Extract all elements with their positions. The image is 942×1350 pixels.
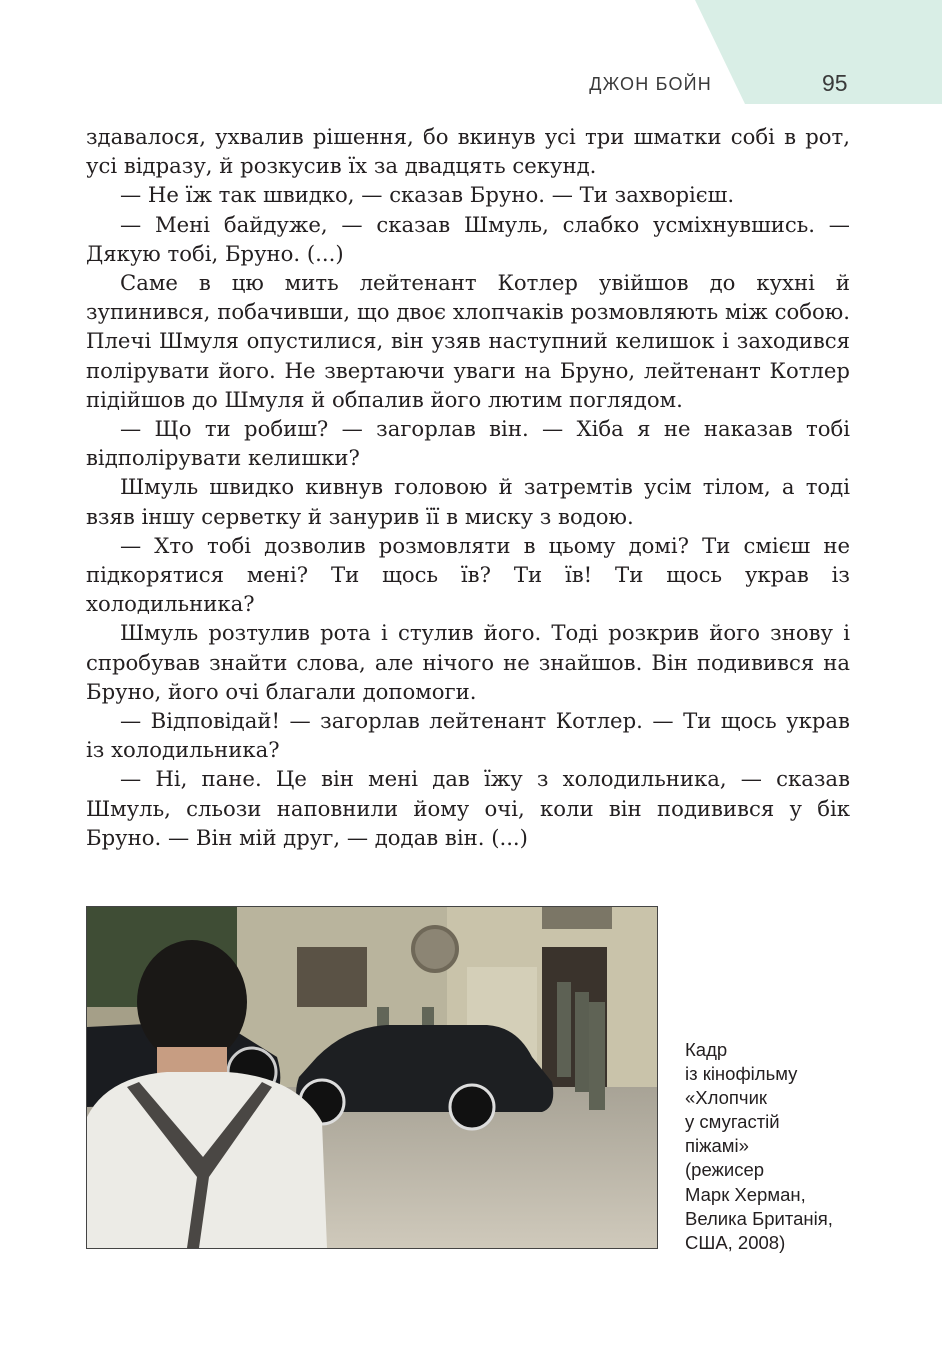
paragraph: Шмуль розтулив рота і стулив його. Тоді розкрив його знову і спробував знайти слова, але нічого не знайшов. Він подивився на Бруно, його очі благали допомоги. (86, 620, 850, 704)
caption-line: піжамі» (685, 1135, 749, 1157)
paragraph: здавалося, ухвалив рішення, бо вкинув усі три шматки собі в рот, усі відразу, й розкусив їх за двадцять секунд. (86, 124, 850, 179)
caption-line: Марк Херман, (685, 1183, 806, 1205)
running-head-author: ДЖОН БОЙН (589, 74, 712, 94)
paragraph: — Що ти робиш? — загорлав він. — Хіба я не наказав тобі відполірувати келишки? (86, 416, 850, 471)
caption-line: США, 2008) (685, 1231, 786, 1253)
paragraph: — Не їж так швидко, — сказав Бруно. — Ти захворієш. (120, 182, 735, 208)
paragraph: — Мені байдуже, — сказав Шмуль, слабко усміхнувшись. — Дякую тобі, Бруно. (...) (86, 211, 850, 266)
paragraph: — Хто тобі дозволив розмовляти в цьому домі? Ти смієш не підкорятися мені? Ти щось їв? Ти їв! Ти щось украв із холодильника? (86, 532, 850, 617)
caption-line: у смугастій (685, 1111, 780, 1133)
image-caption (685, 1038, 885, 1255)
caption-line: (режисер (685, 1159, 765, 1181)
header-accent-shape (0, 0, 942, 104)
paragraph: — Ні, пане. Це він мені дав їжу з холодильника, — сказав Шмуль, сльози наповнили йому очі, коли він подивився у бік Бруно. — Він мій друг, — додав він. (...) (86, 766, 850, 850)
caption-line: Кадр (685, 1039, 728, 1060)
caption-line: «Хлопчик (685, 1087, 768, 1109)
paragraph: Саме в цю мить лейтенант Котлер увійшов до кухні й зупинився, побачивши, що двоє хлопчаків розмовляють між собою. Плечі Шмуля опустилися, він узяв наступний келишок і заходився полірувати його. Не звертаючи уваги на Бруно, лейтенант Котлер підійшов до Шмуля й обпалив його лютим поглядом. (86, 270, 850, 412)
story-text (86, 122, 850, 852)
caption-line: Велика Британія, (685, 1207, 833, 1229)
paragraph: — Відповідай! — загорлав лейтенант Котлер. — Ти щось украв із холодильника? (86, 708, 850, 763)
paragraph: Шмуль швидко кивнув головою й затремтів усім тілом, а тоді взяв іншу серветку й занурив її в миску з водою. (86, 474, 850, 529)
film-still-image (86, 906, 658, 1249)
page-number: 95 (822, 70, 848, 96)
caption-line: із кінофільму (685, 1063, 798, 1085)
